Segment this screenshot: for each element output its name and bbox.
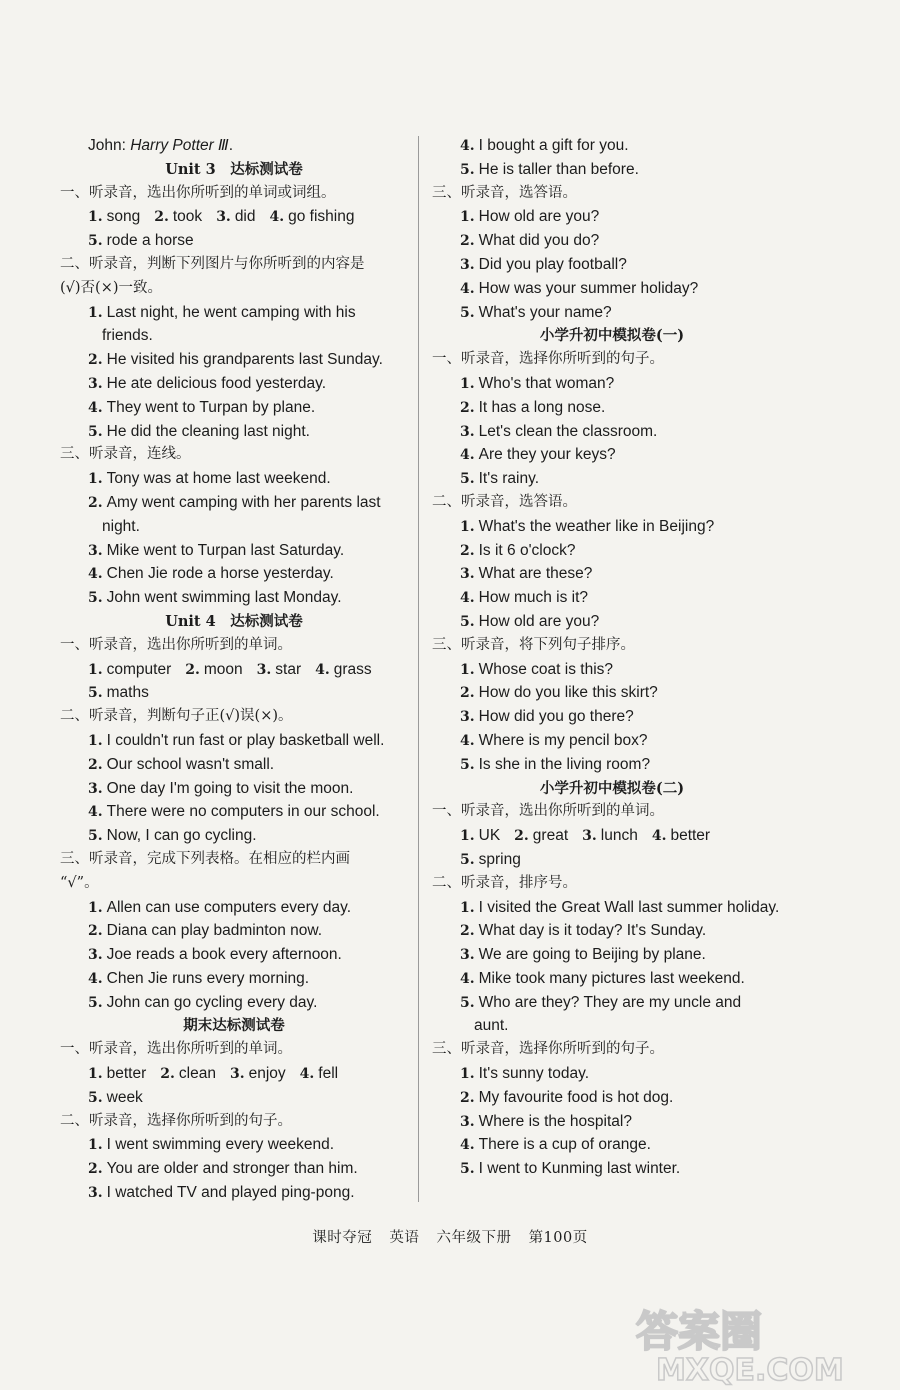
item-number: 5. <box>460 756 475 773</box>
item-number: 1. <box>88 899 103 916</box>
answer-item <box>60 396 408 420</box>
answer-item <box>432 205 792 229</box>
answer-item <box>60 467 408 491</box>
answer-text: How did you go there? <box>478 708 634 726</box>
answer-item <box>432 610 792 634</box>
item-number: 1. <box>460 828 475 845</box>
answer-text: Diana can play badminton now. <box>106 922 323 940</box>
answer-item <box>60 301 408 325</box>
answer-text: Mike took many pictures last weekend. <box>478 969 745 987</box>
question-heading: 三、听录音，选择你所听到的句子。 <box>432 1041 664 1058</box>
item-number: 3. <box>460 1113 475 1130</box>
answer-item <box>432 372 792 396</box>
watermark-site: MXQE.COM <box>656 1353 844 1386</box>
answer-continuation: aunt. <box>474 1017 509 1035</box>
answer-word: grass <box>333 660 372 678</box>
answer-item <box>432 277 792 301</box>
section-title: 期末达标测试卷 <box>183 1017 285 1035</box>
footer-book: 课时夺冠 <box>312 1230 373 1246</box>
question-heading: 三、听录音，连线。 <box>60 446 191 463</box>
answer-text: My favourite food is hot dog. <box>478 1088 674 1106</box>
answer-continuation: night. <box>102 517 140 535</box>
item-number: 2. <box>514 828 529 845</box>
item-number: 4. <box>315 661 330 678</box>
item-number: 3. <box>88 542 103 559</box>
answer-item <box>432 229 792 253</box>
item-number: 1. <box>88 1066 103 1083</box>
answer-item <box>60 991 408 1015</box>
question-heading: 三、听录音，将下列句子排序。 <box>432 636 635 653</box>
answer-word: rode a horse <box>106 232 194 250</box>
item-number: 4. <box>651 828 667 845</box>
answer-text: I visited the Great Wall last summer holiday. <box>478 898 780 916</box>
answer-word: took <box>172 208 203 226</box>
answer-row <box>60 1062 408 1086</box>
answer-text: He visited his grandparents last Sunday. <box>106 351 383 369</box>
answer-text: Allen can use computers every day. <box>106 898 352 916</box>
answer-item <box>60 372 408 396</box>
answer-word: spring <box>478 850 521 868</box>
question-heading: 一、听录音，选出你所听到的单词。 <box>60 636 292 653</box>
answer-text: It's sunny today. <box>478 1065 589 1083</box>
answer-row <box>60 1086 408 1110</box>
answer-text: Did you play football? <box>478 255 627 273</box>
answer-word: star <box>275 660 302 678</box>
item-number: 2. <box>460 1089 475 1106</box>
answer-item <box>432 896 792 920</box>
answer-text: What did you do? <box>478 232 600 250</box>
section-title: 小学升初中模拟卷(一) <box>539 327 685 345</box>
item-number: 4. <box>460 1137 475 1154</box>
answer-row <box>432 848 792 872</box>
item-number: 4. <box>88 399 103 416</box>
answer-item <box>432 919 792 943</box>
answer-text: John went swimming last Monday. <box>106 589 342 607</box>
question-heading: 一、听录音，选出你所听到的单词。 <box>60 1041 292 1058</box>
footer-subject: 英语 <box>389 1230 420 1246</box>
item-number: 4. <box>88 804 103 821</box>
answer-text: Joe reads a book every afternoon. <box>106 946 342 964</box>
item-number: 3. <box>229 1066 245 1083</box>
answer-item <box>60 967 408 991</box>
item-number: 4. <box>460 732 475 749</box>
answer-item <box>60 420 408 444</box>
item-number: 4. <box>88 566 103 583</box>
item-number: 3. <box>88 780 103 797</box>
item-number: 3. <box>460 423 475 440</box>
answer-text: He ate delicious food yesterday. <box>106 374 327 392</box>
answer-text: One day I'm going to visit the moon. <box>106 779 354 797</box>
answer-text: How much is it? <box>478 589 589 607</box>
answer-text: I bought a gift for you. <box>478 137 629 154</box>
item-number: 4. <box>269 209 285 226</box>
answer-text: What's the weather like in Beijing? <box>478 517 715 535</box>
footer-page-number: 第100页 <box>528 1230 588 1246</box>
item-number: 2. <box>88 756 103 773</box>
question-heading: 三、听录音，完成下列表格。在相应的栏内画 <box>60 850 350 867</box>
answer-item <box>432 586 792 610</box>
item-number: 4. <box>460 280 475 297</box>
answer-item <box>60 1157 408 1181</box>
item-number: 3. <box>88 375 103 392</box>
answer-text: He is taller than before. <box>478 160 639 178</box>
answer-item <box>432 658 792 682</box>
item-number: 5. <box>460 304 475 321</box>
section-title: Unit 4 达标测试卷 <box>165 612 303 630</box>
left-column-body <box>60 158 408 1205</box>
answer-item <box>432 134 792 158</box>
item-number: 4. <box>460 138 475 154</box>
answer-item <box>60 943 408 967</box>
item-number: 1. <box>460 1066 475 1083</box>
item-number: 3. <box>460 566 475 583</box>
right-column <box>432 134 792 1181</box>
item-number: 4. <box>299 1066 315 1083</box>
item-number: 1. <box>460 375 475 392</box>
page-footer <box>0 1226 900 1247</box>
question-heading: 二、听录音，判断下列图片与你所听到的内容是 <box>60 255 365 272</box>
answer-text: Chen Jie rode a horse yesterday. <box>106 565 334 583</box>
right-column-body <box>432 134 792 1181</box>
answer-item <box>432 301 792 325</box>
answer-item <box>432 562 792 586</box>
answer-item <box>432 1110 792 1134</box>
item-number: 3. <box>460 947 475 964</box>
item-number: 4. <box>460 970 475 987</box>
column-divider <box>418 136 419 1202</box>
item-number: 1. <box>88 304 103 321</box>
question-heading: 一、听录音，选出你所听到的单词或词组。 <box>60 184 336 201</box>
question-heading: 一、听录音，选择你所听到的句子。 <box>432 351 664 368</box>
intro-line <box>60 134 408 158</box>
item-number: 5. <box>88 590 103 607</box>
answer-item <box>432 396 792 420</box>
answer-word: enjoy <box>248 1065 286 1083</box>
answer-word: did <box>234 208 256 226</box>
item-number: 1. <box>460 661 475 678</box>
item-number: 2. <box>88 923 103 940</box>
item-number: 1. <box>460 899 475 916</box>
answer-text: How old are you? <box>478 612 600 630</box>
item-number: 5. <box>88 994 103 1011</box>
answer-text: What day is it today? It's Sunday. <box>478 922 707 940</box>
answer-item <box>60 1133 408 1157</box>
answer-text: Now, I can go cycling. <box>106 827 257 845</box>
answer-text: Where is my pencil box? <box>478 731 648 749</box>
answer-item <box>60 824 408 848</box>
item-number: 5. <box>88 233 103 250</box>
answer-text: There were no computers in our school. <box>106 803 380 821</box>
item-number: 4. <box>460 447 475 464</box>
answer-row <box>60 229 408 253</box>
item-number: 3. <box>88 1185 103 1202</box>
item-number: 5. <box>460 994 475 1011</box>
answer-item <box>432 420 792 444</box>
item-number: 5. <box>460 161 475 178</box>
answer-item <box>432 705 792 729</box>
answer-item <box>432 467 792 491</box>
item-number: 5. <box>88 1089 103 1106</box>
answer-text: I went swimming every weekend. <box>106 1136 335 1154</box>
item-number: 4. <box>88 970 103 987</box>
answer-word: fell <box>318 1065 339 1083</box>
answer-item <box>60 348 408 372</box>
item-number: 3. <box>460 709 475 726</box>
item-number: 1. <box>88 1137 103 1154</box>
answer-item <box>60 753 408 777</box>
answer-text: Who's that woman? <box>478 374 615 392</box>
answer-item <box>432 943 792 967</box>
item-number: 1. <box>88 209 103 226</box>
watermark-text: 答案圈 <box>636 1307 763 1356</box>
item-number: 3. <box>216 209 231 226</box>
item-number: 2. <box>88 1161 103 1178</box>
answer-text: There is a cup of orange. <box>478 1136 651 1154</box>
question-heading: 一、听录音，选出你所听到的单词。 <box>432 803 664 820</box>
answer-word: computer <box>106 660 172 678</box>
question-heading-cont: (√)否(×)一致。 <box>60 279 163 296</box>
section-title: 小学升初中模拟卷(二) <box>539 779 685 797</box>
answer-text: How old are you? <box>478 208 600 226</box>
item-number: 2. <box>154 209 169 226</box>
item-number: 1. <box>460 209 475 226</box>
answer-item <box>432 991 792 1015</box>
answer-item <box>60 919 408 943</box>
answer-text: Last night, he went camping with his <box>106 303 356 321</box>
answer-item <box>432 1133 792 1157</box>
item-number: 2. <box>88 352 103 369</box>
answer-text: What's your name? <box>478 303 612 321</box>
item-number: 5. <box>460 851 475 868</box>
item-number: 2. <box>460 542 475 559</box>
answer-word: go fishing <box>288 208 355 226</box>
answer-item <box>432 539 792 563</box>
answer-text: Is it 6 o'clock? <box>478 541 576 559</box>
item-number: 1. <box>88 661 103 678</box>
answer-text: We are going to Beijing by plane. <box>478 946 706 964</box>
answer-item <box>432 729 792 753</box>
answer-text: John can go cycling every day. <box>106 993 318 1011</box>
question-heading: 二、听录音，排序号。 <box>432 874 577 891</box>
question-heading: 二、听录音，判断句子正(√)误(×)。 <box>60 708 293 725</box>
item-number: 2. <box>460 399 475 416</box>
answer-item <box>60 586 408 610</box>
answer-word: moon <box>203 660 243 678</box>
item-number: 5. <box>88 828 103 845</box>
answer-row <box>60 681 408 705</box>
item-number: 2. <box>460 923 475 940</box>
item-number: 1. <box>460 518 475 535</box>
item-number: 5. <box>88 685 103 702</box>
question-heading: 二、听录音，选择你所听到的句子。 <box>60 1112 292 1129</box>
footer-grade: 六年级下册 <box>436 1230 512 1246</box>
question-heading-cont: “√”。 <box>60 874 99 891</box>
answer-word: better <box>106 1065 147 1083</box>
answer-text: Mike went to Turpan last Saturday. <box>106 541 345 559</box>
answer-item <box>432 1062 792 1086</box>
answer-text: You are older and stronger than him. <box>106 1160 358 1178</box>
answer-text: He did the cleaning last night. <box>106 422 310 440</box>
answer-item <box>432 1086 792 1110</box>
answer-text: It's rainy. <box>478 470 540 488</box>
answer-text: Tony was at home last weekend. <box>106 470 331 488</box>
answer-text: Where is the hospital? <box>478 1112 632 1130</box>
item-number: 3. <box>460 256 475 273</box>
answer-word: maths <box>106 684 149 702</box>
answer-text: I watched TV and played ping-pong. <box>106 1184 355 1202</box>
answer-text: Whose coat is this? <box>478 660 614 678</box>
watermark-logo <box>616 1300 886 1386</box>
item-number: 5. <box>460 1161 475 1178</box>
question-heading: 三、听录音，选答语。 <box>432 184 577 201</box>
answer-text: How was your summer holiday? <box>478 279 699 297</box>
answer-word: week <box>106 1088 143 1106</box>
answer-text: How do you like this skirt? <box>478 684 658 702</box>
answer-row <box>60 205 408 229</box>
item-number: 3. <box>582 828 597 845</box>
item-number: 2. <box>185 661 200 678</box>
answer-item <box>60 562 408 586</box>
answer-item <box>432 681 792 705</box>
answer-item <box>60 491 408 515</box>
answer-item <box>60 539 408 563</box>
item-number: 3. <box>88 947 103 964</box>
answer-text: I couldn't run fast or play basketball well. <box>106 731 385 749</box>
answer-row <box>60 658 408 682</box>
item-number: 2. <box>160 1066 175 1083</box>
answer-text: It has a long nose. <box>478 398 606 416</box>
item-number: 2. <box>460 233 475 250</box>
answer-continuation: friends. <box>102 327 153 345</box>
item-number: 1. <box>88 471 103 488</box>
answer-item <box>432 1157 792 1181</box>
intro-end: . <box>228 137 234 154</box>
item-number: 5. <box>88 423 103 440</box>
item-number: 1. <box>88 732 103 749</box>
answer-item <box>432 253 792 277</box>
answer-word: great <box>532 827 569 845</box>
answer-item <box>60 1181 408 1205</box>
answer-text: I went to Kunming last winter. <box>478 1160 681 1178</box>
answer-text: Who are they? They are my uncle and <box>478 993 742 1011</box>
item-number: 4. <box>460 590 475 607</box>
answer-item <box>432 753 792 777</box>
item-number: 5. <box>460 471 475 488</box>
answer-word: song <box>106 208 141 226</box>
item-number: 2. <box>88 494 103 511</box>
answer-text: They went to Turpan by plane. <box>106 398 316 416</box>
intro-book-title: Harry Potter Ⅲ <box>130 137 229 154</box>
answer-text: Chen Jie runs every morning. <box>106 969 310 987</box>
answer-item <box>60 777 408 801</box>
item-number: 2. <box>460 685 475 702</box>
answer-text: Are they your keys? <box>478 446 616 464</box>
answer-word: lunch <box>600 827 638 845</box>
left-column <box>60 134 408 1205</box>
answer-item <box>432 443 792 467</box>
item-number: 3. <box>256 661 272 678</box>
answer-word: clean <box>178 1065 216 1083</box>
answer-item <box>60 800 408 824</box>
answer-item <box>60 896 408 920</box>
section-title: Unit 3 达标测试卷 <box>165 160 303 178</box>
answer-text: What are these? <box>478 565 593 583</box>
answer-text: Amy went camping with her parents last <box>106 493 381 511</box>
answer-word: better <box>670 827 711 845</box>
answer-text: Let's clean the classroom. <box>478 422 658 440</box>
intro-speaker: John: <box>88 137 126 154</box>
answer-item <box>432 515 792 539</box>
answer-item <box>432 967 792 991</box>
question-heading: 二、听录音，选答语。 <box>432 493 577 510</box>
answer-word: UK <box>478 827 501 845</box>
answer-item <box>60 729 408 753</box>
answer-row <box>432 824 792 848</box>
answer-text: Our school wasn't small. <box>106 755 275 773</box>
answer-text: Is she in the living room? <box>478 755 651 773</box>
answer-item <box>432 158 792 182</box>
item-number: 5. <box>460 613 475 630</box>
